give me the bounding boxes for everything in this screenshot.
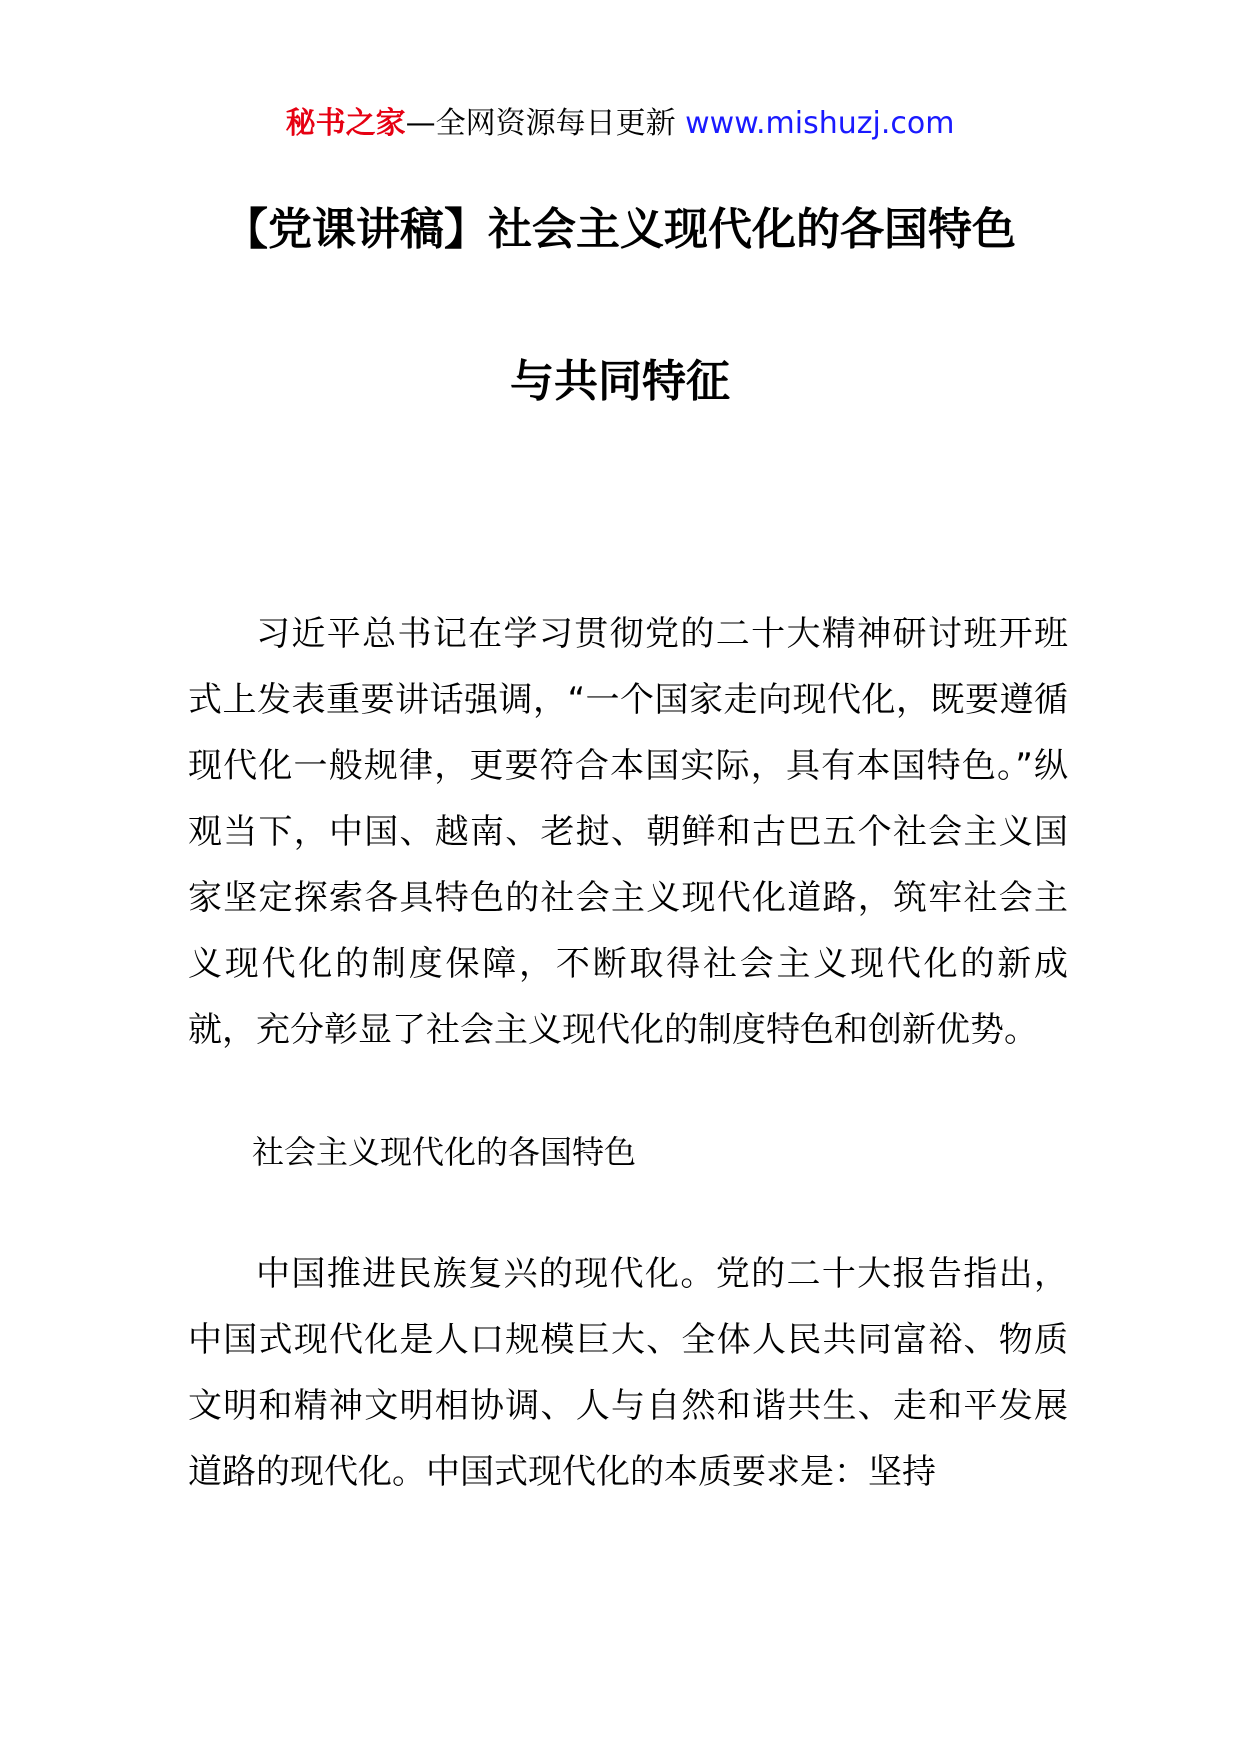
site-header xyxy=(0,102,1240,146)
document-title-line-1: 【党课讲稿】社会主义现代化的各国特色 xyxy=(224,204,1016,255)
site-tagline: —全网资源每日更新 xyxy=(405,106,676,141)
section-heading: 社会主义现代化的各国特色 xyxy=(252,1133,637,1171)
body-paragraph-intro: 习近平总书记在学习贯彻党的二十大精神研讨班开班式上发表重要讲话强调，“一个国家走向现代化，既要遵循现代化一般规律，更要符合本国实际，具有本国特色。”纵观当下，中国、越南、老挝、朝鲜和古巴五个社会主义国家坚定探索各具特色的社会主义现代化道路，筑牢社会主义现代化的制度保障，不断取得社会主义现代化的新成就，充分彰显了社会主义现代化的制度特色和创新优势。 xyxy=(188,614,1068,1050)
site-brand: 秘书之家 xyxy=(285,106,406,141)
body-paragraph-china: 中国推进民族复兴的现代化。党的二十大报告指出，中国式现代化是人口规模巨大、全体人民共同富裕、物质文明和精神文明相协调、人与自然和谐共生、走和平发展道路的现代化。中国式现代化的本质要求是：坚持 xyxy=(188,1254,1068,1492)
site-url-link[interactable]: www.mishuzj.com xyxy=(685,106,955,141)
document-body xyxy=(188,601,1068,1505)
document-title-line-2: 与共同特征 xyxy=(510,356,730,407)
